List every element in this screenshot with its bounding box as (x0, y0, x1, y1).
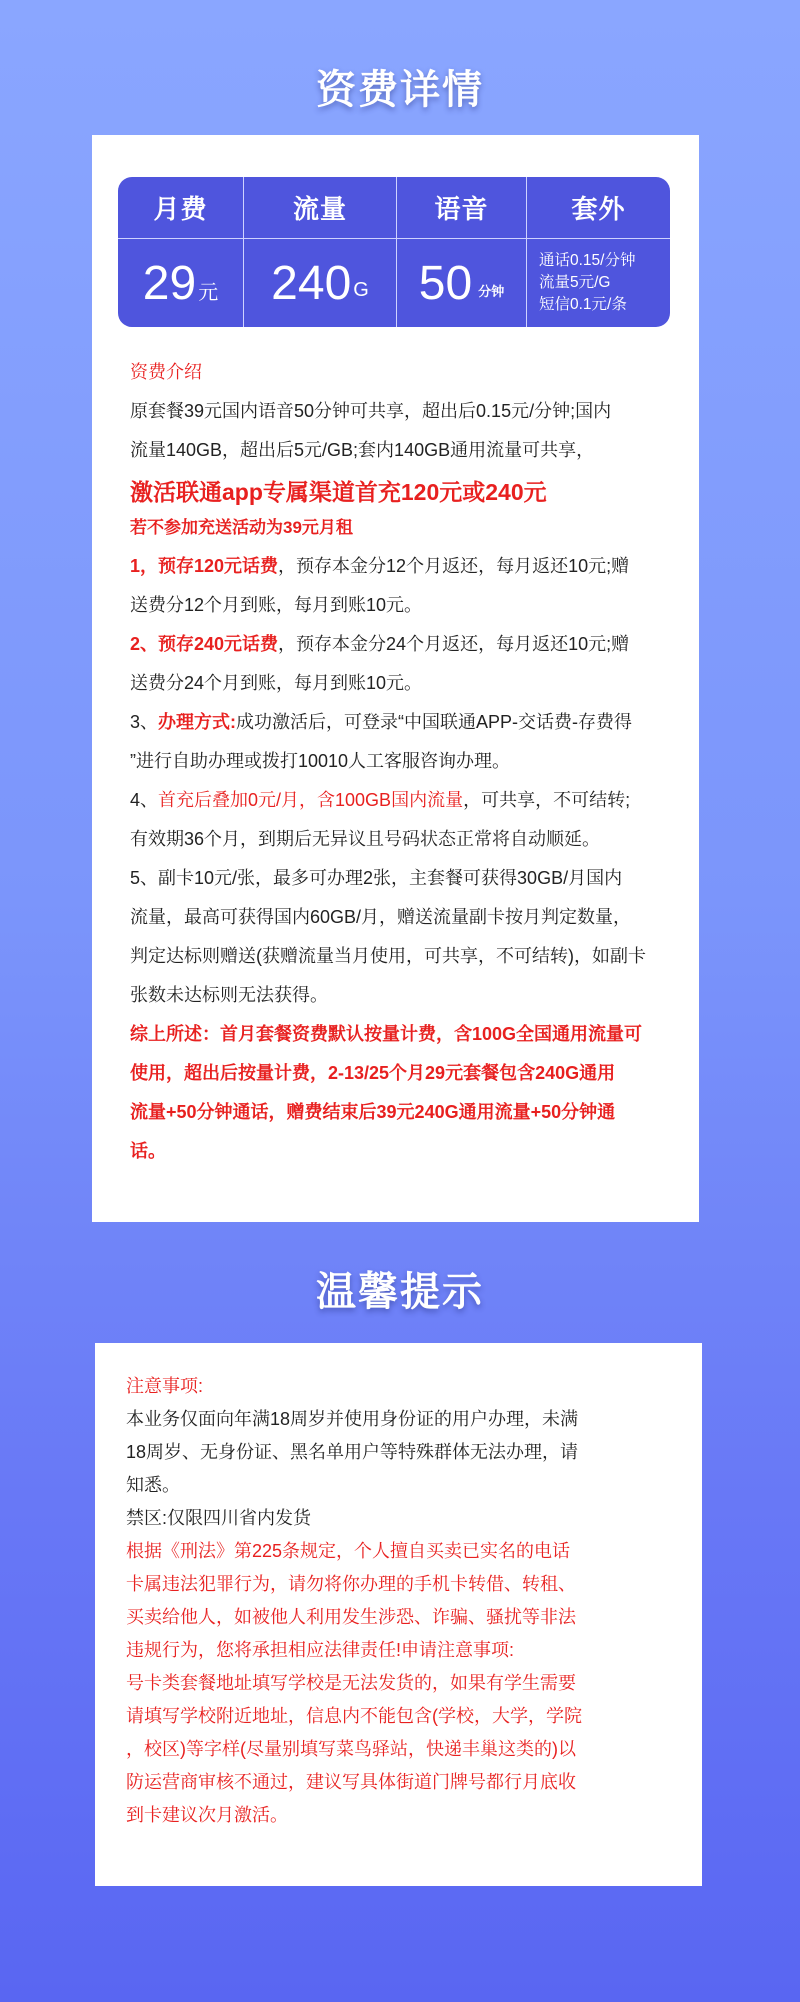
intro-label: 资费介绍 (130, 362, 202, 382)
voice-value (397, 239, 527, 327)
data-unit: G (353, 278, 369, 301)
monthly-fee-unit: 元 (198, 281, 219, 304)
item-1-highlight: 1，预存120元话费 (130, 556, 279, 576)
item-4-highlight: 首充后叠加0元/月，含100GB国内流量 (158, 790, 464, 810)
summary-line-1: 综上所述：首月套餐资费默认按量计费，含100G全国通用流量可 (130, 1024, 643, 1044)
legal-line-4: 违规行为，您将承担相应法律责任!申请注意事项: (126, 1640, 514, 1660)
summary-line-2: 使用，超出后按量计费，2-13/25个月29元套餐包含240G通用 (130, 1063, 616, 1083)
notice-line-2: 18周岁、无身份证、黑名单用户等特殊群体无法办理，请 (126, 1442, 579, 1462)
item-3-highlight: 办理方式: (158, 712, 237, 732)
item-3-line-2: ”进行自助办理或拨打10010人工客服咨询办理。 (130, 751, 511, 771)
item-1-line-1 (130, 552, 629, 578)
monthly-fee-value (118, 239, 244, 327)
header-monthly-fee: 月费 (118, 177, 244, 239)
item-5-line-4: 张数未达标则无法获得。 (130, 985, 328, 1005)
data-number: 240 (271, 256, 352, 310)
item-5-line-1: 5、副卡10元/张，最多可办理2张，主套餐可获得30GB/月国内 (130, 868, 623, 888)
address-line-1: 号卡类套餐地址填写学校是无法发货的，如果有学生需要 (126, 1673, 576, 1693)
item-4-prefix: 4、 (130, 790, 159, 810)
section-title-fee-details: 资费详情 (316, 68, 484, 112)
item-3-line-1 (130, 708, 632, 734)
voice-unit: 分钟 (478, 283, 505, 299)
item-2-text: ，预存本金分24个月返还，每月返还10元;赠 (278, 634, 630, 654)
item-2-line-1 (130, 630, 629, 656)
address-line-3: ，校区)等字样(尽量别填写菜鸟驿站，快递丰巢这类的)以 (126, 1739, 576, 1759)
section-title-tips: 温馨提示 (316, 1270, 484, 1314)
header-extra: 套外 (527, 177, 670, 239)
item-4-line-2: 有效期36个月，到期后无异议且号码状态正常将自动顺延。 (130, 829, 601, 849)
extra-call-rate: 通话0.15/分钟 (539, 252, 636, 269)
notice-line-1: 本业务仅面向年满18周岁并使用身份证的用户办理，未满 (126, 1409, 579, 1429)
intro-line-1: 原套餐39元国内语音50分钟可共享，超出后0.15元/分钟;国内 (130, 401, 612, 421)
legal-line-3: 买卖给他人，如被他人利用发生涉恐、诈骗、骚扰等非法 (126, 1607, 576, 1627)
intro-line-2: 流量140GB，超出后5元/GB;套内140GB通用流量可共享， (130, 440, 595, 460)
item-1-text: ，预存本金分12个月返还，每月返还10元;赠 (278, 556, 630, 576)
voice-number: 50 (418, 256, 473, 310)
legal-line-1: 根据《刑法》第225条规定，个人擅自买卖已实名的电话 (126, 1541, 571, 1561)
item-5-line-2: 流量，最高可获得国内60GB/月，赠送流量副卡按月判定数量， (130, 907, 632, 927)
item-1-line-2: 送费分12个月到账，每月到账10元。 (130, 595, 423, 615)
region-restriction: 禁区:仅限四川省内发货 (126, 1508, 311, 1528)
summary-line-4: 话。 (130, 1141, 166, 1161)
item-3-text: 成功激活后，可登录“中国联通APP-交话费-存费得 (236, 712, 633, 732)
address-line-2: 请填写学校附近地址，信息内不能包含(学校，大学，学院 (126, 1706, 582, 1726)
header-data: 流量 (244, 177, 397, 239)
legal-line-2: 卡属违法犯罪行为，请勿将你办理的手机卡转借、转租、 (126, 1574, 576, 1594)
promo-headline: 激活联通app专属渠道首充120元或240元 (130, 479, 547, 505)
item-5-line-3: 判定达标则赠送(获赠流量当月使用，可共享，不可结转)，如副卡 (130, 946, 646, 966)
notice-line-3: 知悉。 (126, 1475, 180, 1495)
address-line-4: 防运营商审核不通过，建议写具体街道门牌号都行月底收 (126, 1772, 576, 1792)
item-2-line-2: 送费分24个月到账，每月到账10元。 (130, 673, 423, 693)
extra-data-rate: 流量5元/G (539, 274, 611, 291)
notice-label: 注意事项: (126, 1376, 204, 1396)
item-4-line-1 (130, 786, 630, 812)
promo-subline: 若不参加充送活动为39元月租 (130, 518, 353, 537)
fee-table (118, 177, 670, 327)
monthly-fee-number: 29 (142, 256, 197, 310)
item-3-prefix: 3、 (130, 712, 159, 732)
extra-charges (527, 239, 670, 327)
header-voice: 语音 (397, 177, 527, 239)
summary-line-3: 流量+50分钟通话，赠费结束后39元240G通用流量+50分钟通 (130, 1102, 616, 1122)
item-2-highlight: 2、预存240元话费 (130, 634, 279, 654)
extra-sms-rate: 短信0.1元/条 (539, 296, 627, 313)
data-value (244, 239, 397, 327)
address-line-5: 到卡建议次月激活。 (126, 1805, 288, 1825)
item-4-text: ，可共享，不可结转; (463, 790, 631, 810)
